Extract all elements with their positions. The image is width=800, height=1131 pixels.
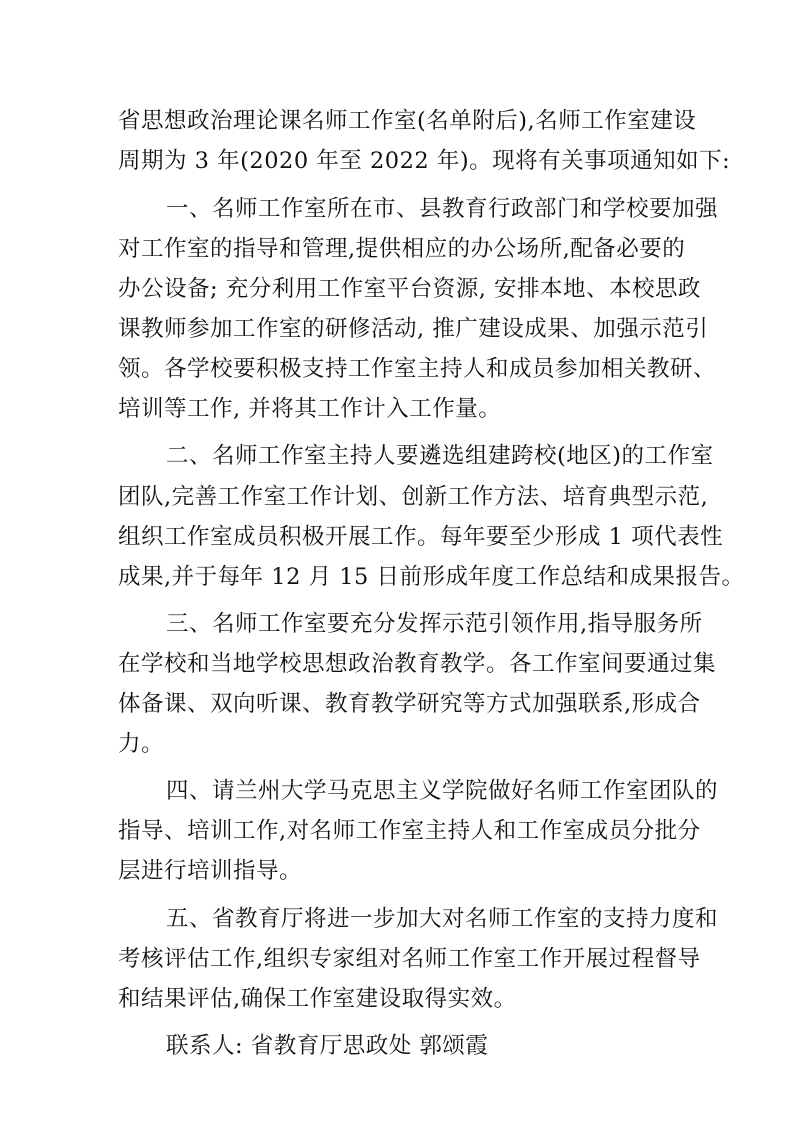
paragraph-2-start: 二、名师工作室主持人要遴选组建跨校(地区)的工作室 (166, 443, 714, 469)
paragraph-4-start: 四、请兰州大学马克思主义学院做好名师工作室团队的 (166, 778, 719, 804)
text-line: 成果,并于每年 12 月 15 日前形成年度工作总结和成果报告。 (118, 564, 745, 590)
text-line: 力。 (118, 731, 165, 757)
text-line: 层进行培训指导。 (118, 858, 303, 884)
text-line: 对工作室的指导和管理,提供相应的办公场所,配备必要的 (118, 236, 686, 262)
paragraph-3-start: 三、名师工作室要充分发挥示范引领作用,指导服务所 (166, 611, 703, 637)
text-line: 课教师参加工作室的研修活动, 推广建设成果、加强示范引 (118, 316, 709, 342)
text-line: 团队,完善工作室工作计划、创新工作方法、培育典型示范, (118, 484, 709, 510)
text-line: 组织工作室成员积极开展工作。每年要至少形成 1 项代表性 (118, 524, 724, 550)
contact-line: 联系人: 省教育厅思政处 郭颂霞 (166, 1033, 489, 1059)
text-line: 办公设备; 充分利用工作室平台资源, 安排本地、本校思政 (118, 276, 702, 302)
text-line: 周期为 3 年(2020 年至 2022 年)。现将有关事项通知如下: (118, 148, 731, 174)
text-line: 体备课、双向听课、教育教学研究等方式加强联系,形成合 (118, 691, 701, 717)
text-line: 培训等工作, 并将其工作计入工作量。 (118, 396, 502, 422)
text-line: 和结果评估,确保工作室建设取得实效。 (118, 986, 517, 1012)
text-line: 指导、培训工作,对名师工作室主持人和工作室成员分批分 (118, 818, 701, 844)
text-line: 省思想政治理论课名师工作室(名单附后),名师工作室建设 (118, 108, 697, 134)
text-line: 在学校和当地学校思想政治教育教学。各工作室间要通过集 (118, 651, 717, 677)
paragraph-1-start: 一、名师工作室所在市、县教育行政部门和学校要加强 (166, 196, 719, 222)
text-line: 考核评估工作,组织专家组对名师工作室工作开展过程督导 (118, 946, 701, 972)
text-line: 领。各学校要积极支持工作室主持人和成员参加相关教研、 (118, 356, 717, 382)
paragraph-5-start: 五、省教育厅将进一步加大对名师工作室的支持力度和 (166, 906, 719, 932)
